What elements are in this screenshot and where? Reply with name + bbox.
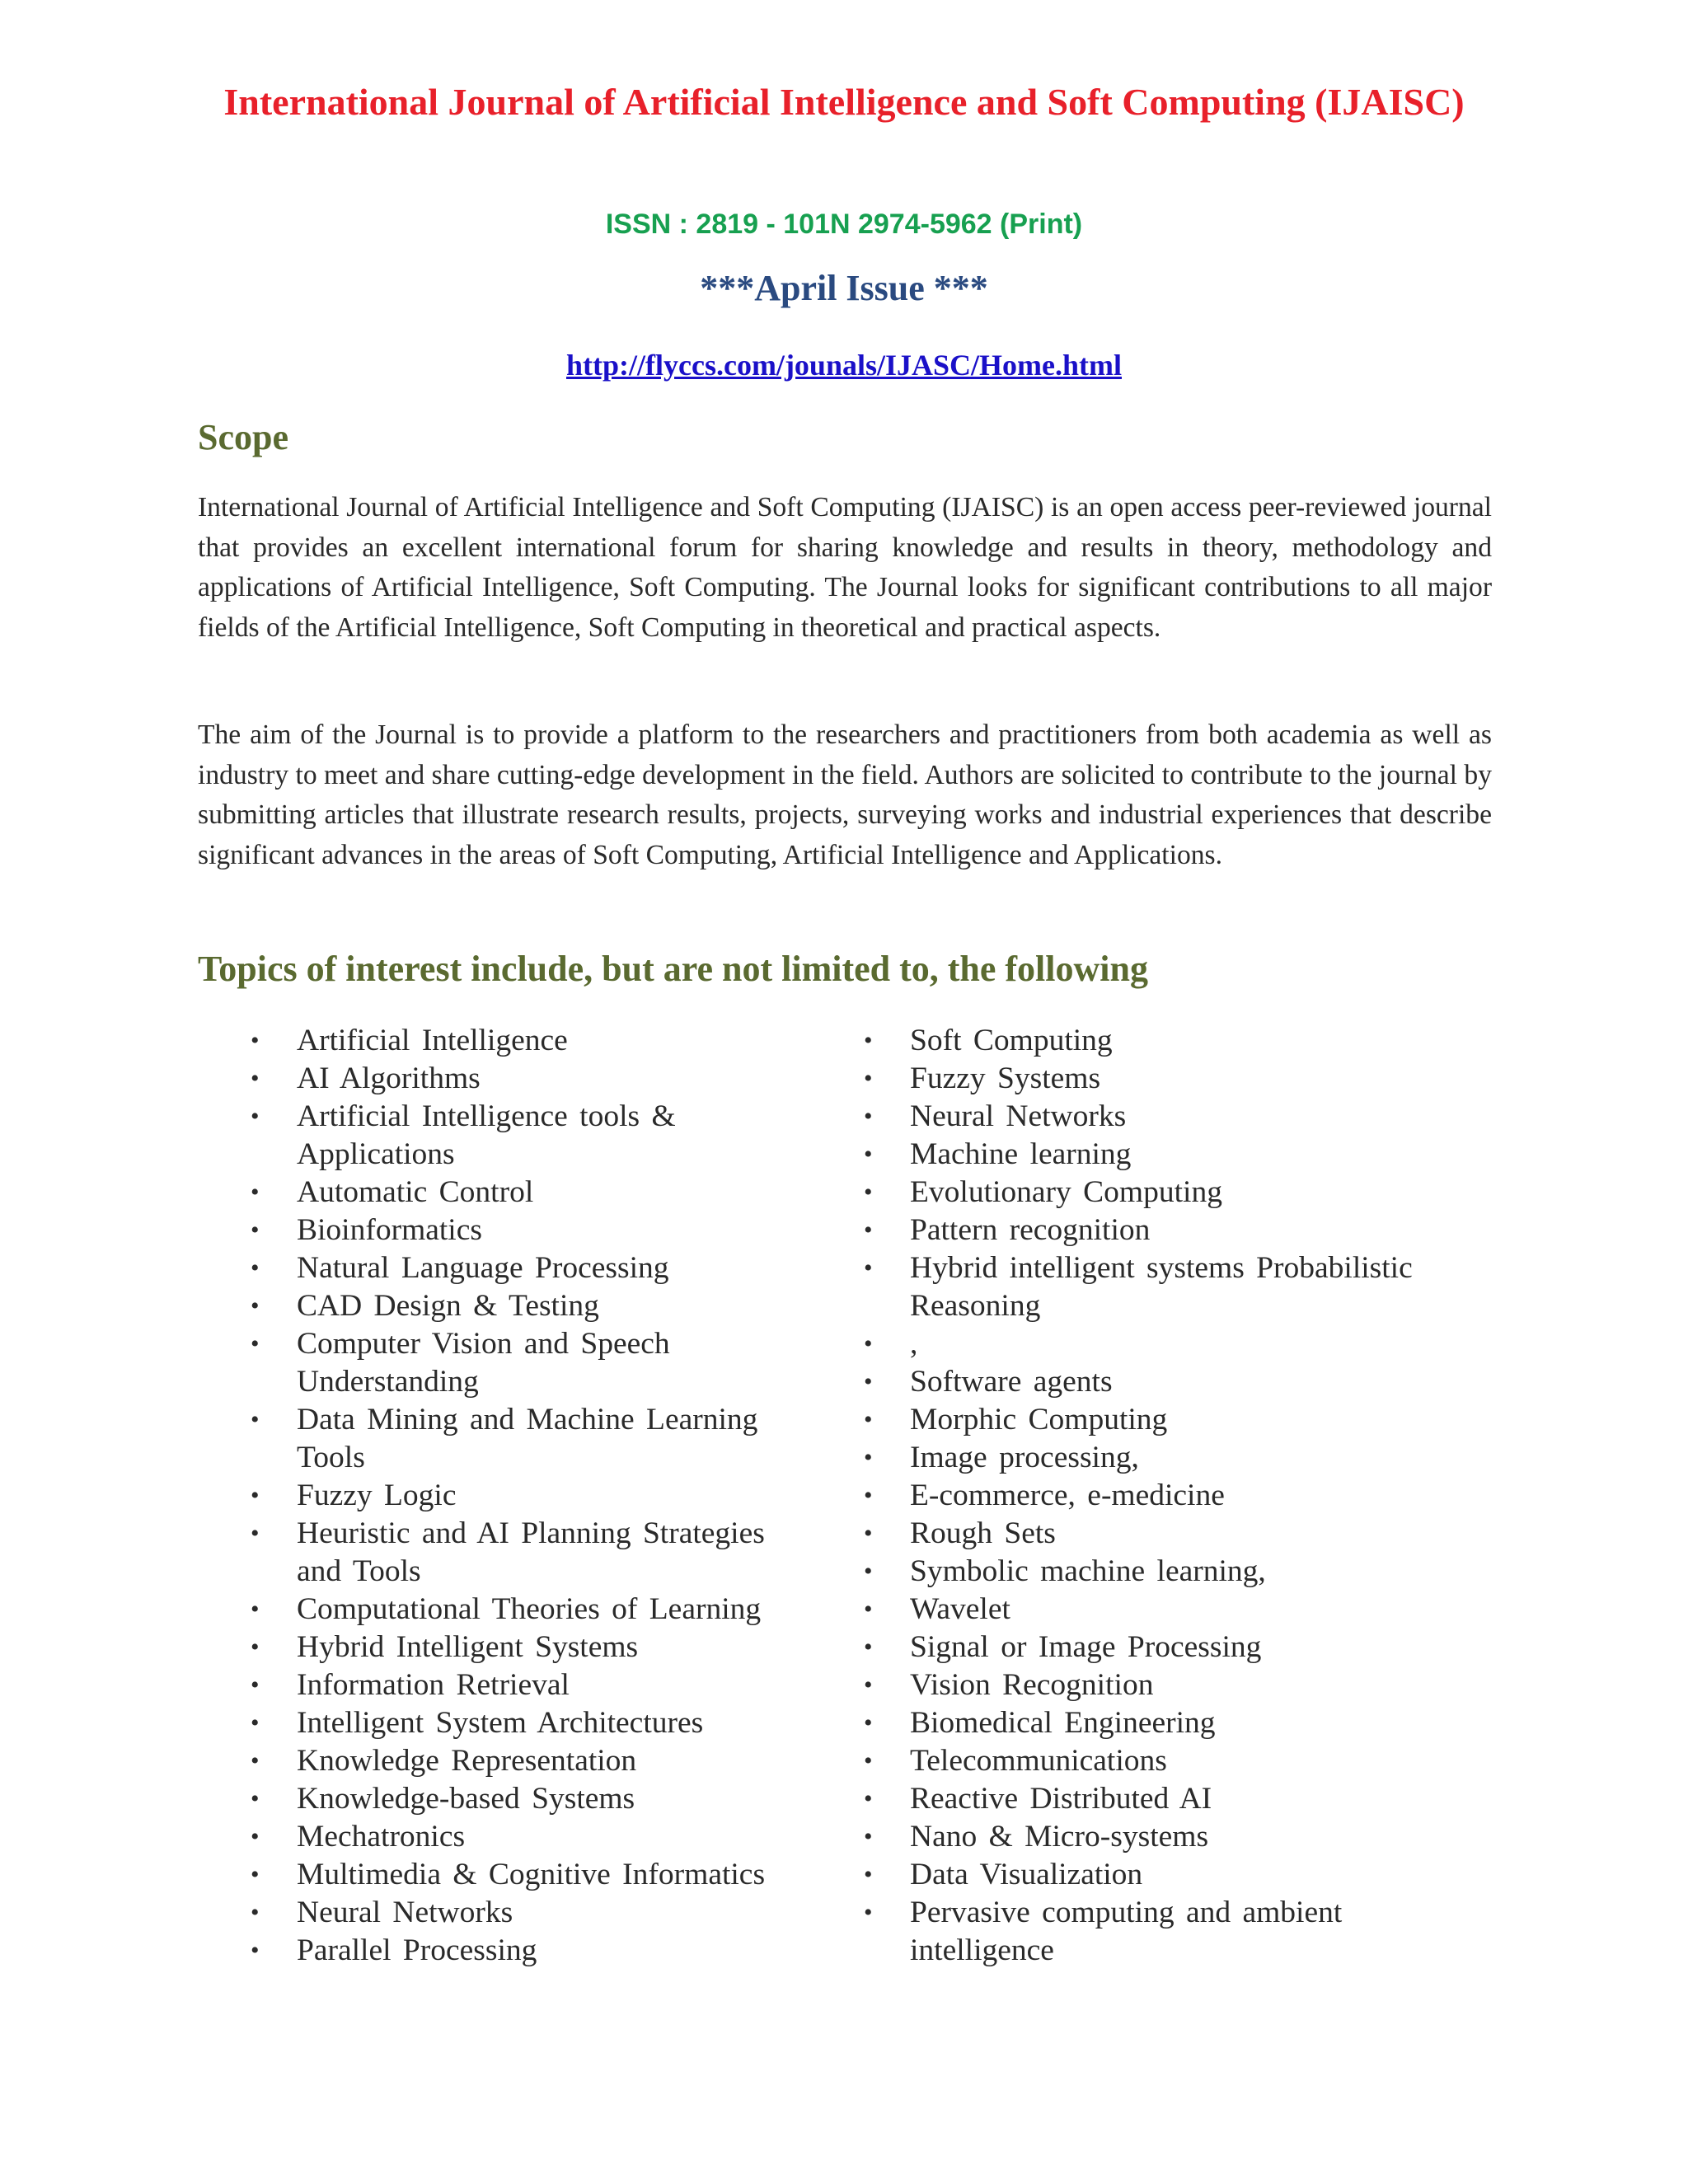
topic-item: • Data Mining and Machine Learning Tools (297, 1401, 791, 1477)
topic-item: • Software agents (910, 1363, 1479, 1401)
topic-item: • Intelligent System Architectures (297, 1704, 791, 1742)
topic-item: • Knowledge Representation (297, 1742, 791, 1780)
topic-item: • Reactive Distributed AI (910, 1780, 1479, 1818)
scope-paragraph-1: International Journal of Artificial Intelligence and Soft Computing (IJAISC) is an open access peer-reviewed journal that provides an excellent international forum for sharing knowledge and results in theory, methodology and applications of Artificial Intelligence, Soft Computing. The Journal looks for significant contributions to all major fields of the Artificial Intelligence, Soft Computing in theoretical and practical aspects. (198, 492, 1492, 643)
topic-item: • Data Visualization (910, 1856, 1479, 1894)
topic-item: • Pattern recognition (910, 1212, 1479, 1249)
topic-item: • Fuzzy Systems (910, 1060, 1479, 1098)
topics-heading: Topics of interest include, but are not limited to, the following (198, 949, 1148, 989)
topic-item: • E-commerce, e-medicine (910, 1477, 1479, 1515)
issue-label: ***April Issue *** (700, 268, 988, 308)
topic-item: • Neural Networks (297, 1894, 791, 1932)
topic-item: • AI Algorithms (297, 1060, 791, 1098)
topic-item: • Symbolic machine learning, (910, 1553, 1479, 1591)
topic-item: • Neural Networks (910, 1098, 1479, 1136)
scope-heading: Scope (198, 417, 288, 457)
journal-home-link[interactable]: http://flyccs.com/jounals/IJASC/Home.html (566, 349, 1122, 382)
topic-item: • CAD Design & Testing (297, 1287, 791, 1325)
scope-paragraph-2: The aim of the Journal is to provide a platform to the researchers and practitioners from both academia as well as industry to meet and share cutting-edge development in the field. Authors are solicited to contribute to the journal by submitting articles that illustrate research results, projects, surveying works and industrial experiences that describe significant advances in the areas of Soft Computing, Artificial Intelligence and Applications. (198, 719, 1492, 870)
topic-item: • Natural Language Processing (297, 1249, 791, 1287)
topic-item: • Multimedia & Cognitive Informatics (297, 1856, 791, 1894)
topics-list-left (297, 1022, 791, 1970)
topic-item: • , (910, 1325, 1479, 1363)
topic-item: • Artificial Intelligence tools & Applications (297, 1098, 791, 1174)
topic-item: • Rough Sets (910, 1515, 1479, 1553)
topic-item: • Parallel Processing (297, 1932, 791, 1970)
topic-item: • Evolutionary Computing (910, 1174, 1479, 1212)
topic-item: • Wavelet (910, 1591, 1479, 1629)
topic-item: • Automatic Control (297, 1174, 791, 1212)
topic-item: • Morphic Computing (910, 1401, 1479, 1439)
issn-line: ISSN : 2819 - 101N 2974-5962 (Print) (605, 209, 1083, 240)
journal-url (0, 346, 1688, 384)
topic-item: • Machine learning (910, 1136, 1479, 1174)
topic-item: • Fuzzy Logic (297, 1477, 791, 1515)
topic-item: • Artificial Intelligence (297, 1022, 791, 1060)
topic-item: • Information Retrieval (297, 1666, 791, 1704)
topic-item: • Biomedical Engineering (910, 1704, 1479, 1742)
topic-item: • Telecommunications (910, 1742, 1479, 1780)
topic-item: • Knowledge-based Systems (297, 1780, 791, 1818)
topic-item: • Computational Theories of Learning (297, 1591, 791, 1629)
topic-item: • Bioinformatics (297, 1212, 791, 1249)
topic-item: • Hybrid Intelligent Systems (297, 1629, 791, 1666)
topic-item: • Nano & Micro-systems (910, 1818, 1479, 1856)
topic-item: • Signal or Image Processing (910, 1629, 1479, 1666)
topic-item: • Heuristic and AI Planning Strategies and Tools (297, 1515, 791, 1591)
topic-item: • Pervasive computing and ambient intelligence (910, 1894, 1479, 1970)
topics-list-right (910, 1022, 1479, 1970)
topic-item: • Vision Recognition (910, 1666, 1479, 1704)
topic-item: • Computer Vision and Speech Understanding (297, 1325, 791, 1401)
topic-item: • Hybrid intelligent systems Probabilistic Reasoning (910, 1249, 1479, 1325)
topic-item: • Image processing, (910, 1439, 1479, 1477)
topic-item: • Mechatronics (297, 1818, 791, 1856)
journal-title: International Journal of Artificial Intelligence and Soft Computing (IJAISC) (223, 81, 1465, 123)
topic-item: • Soft Computing (910, 1022, 1479, 1060)
